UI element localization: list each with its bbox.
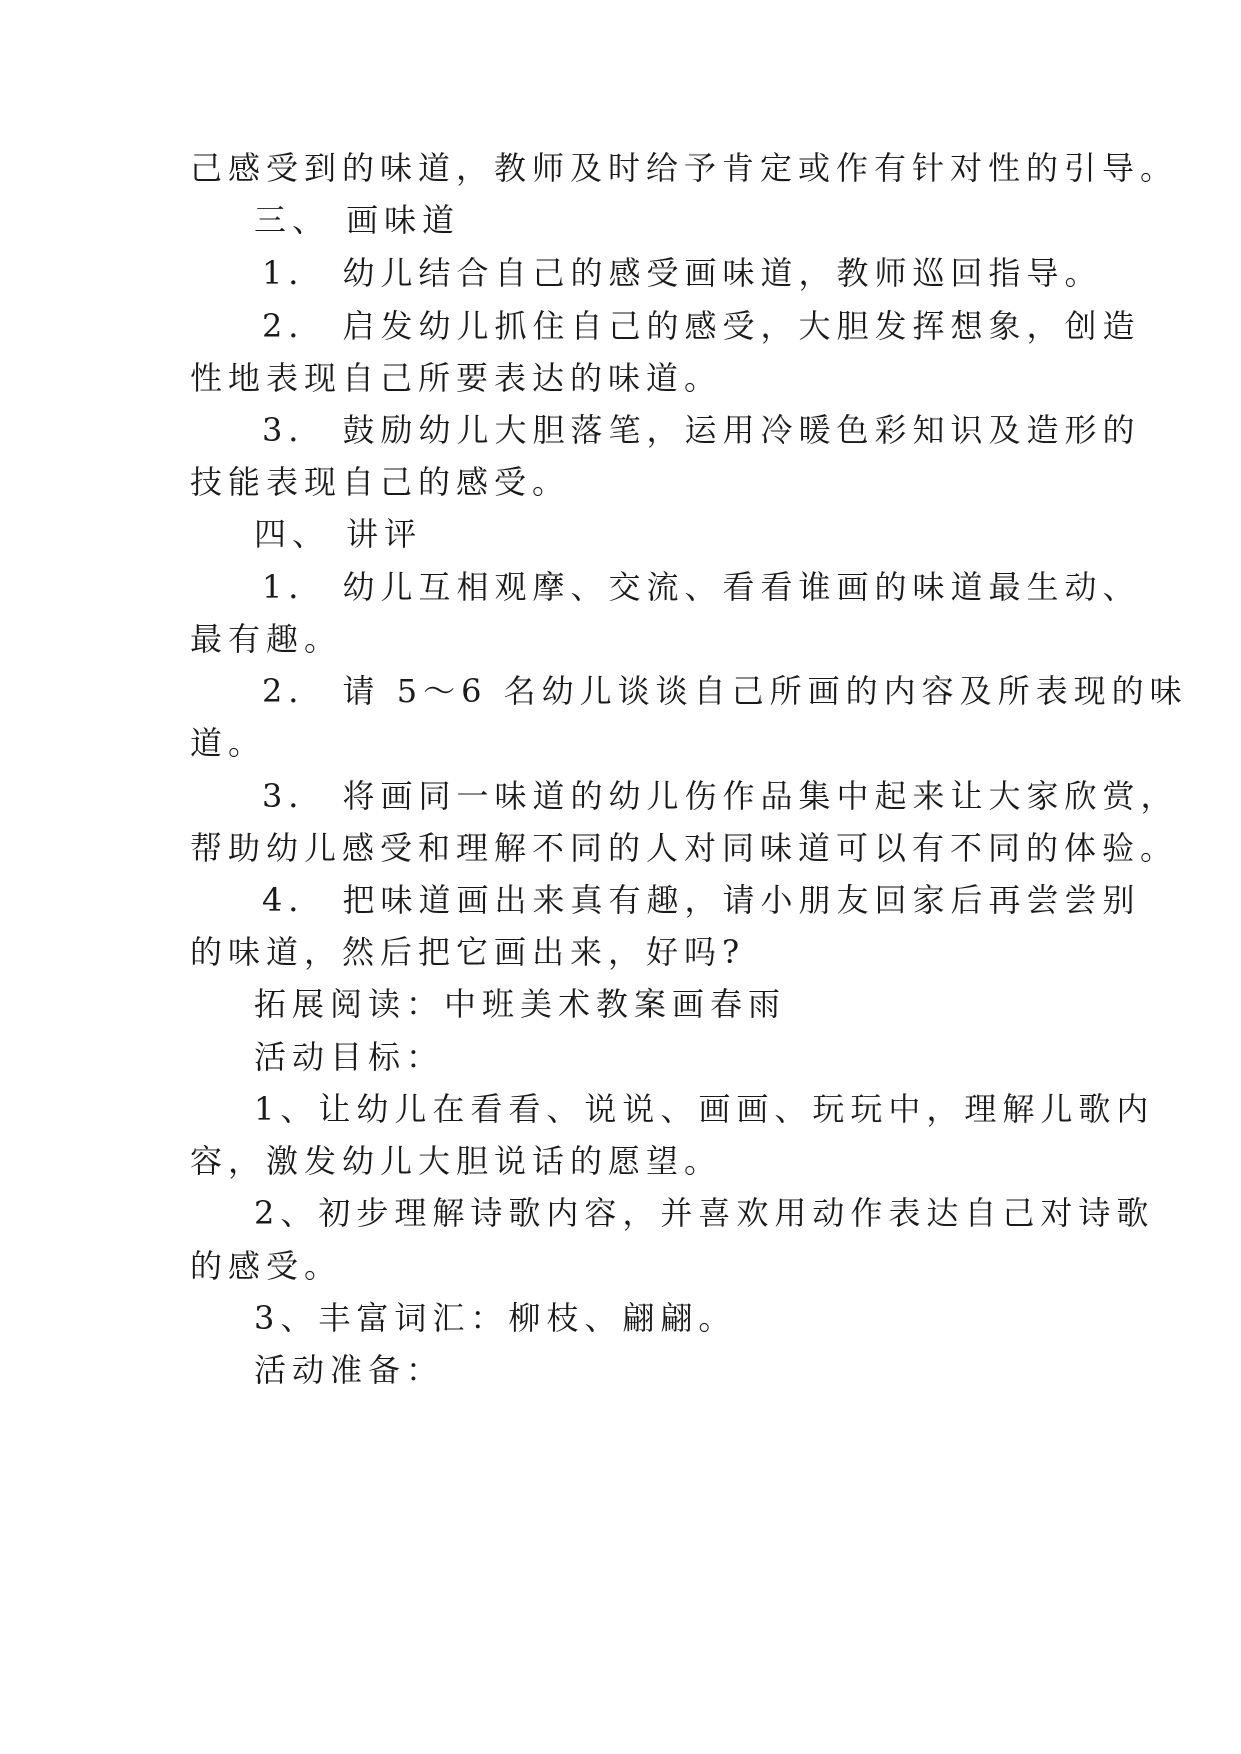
list-item: 3、丰富词汇：柳枝、翩翩。 bbox=[254, 1299, 737, 1337]
list-item: 4． 把味道画出来真有趣，请小朋友回家后再尝尝别 bbox=[262, 881, 1141, 919]
list-item: 2． 请 5～6 名幼儿谈谈自己所画的内容及所表现的味 bbox=[262, 672, 1188, 710]
text-line: 性地表现自己所要表达的味道。 bbox=[190, 359, 723, 397]
text-line: 帮助幼儿感受和理解不同的人对同味道可以有不同的体验。 bbox=[190, 829, 1179, 867]
text-line: 容，激发幼儿大胆说话的愿望。 bbox=[190, 1142, 723, 1180]
list-item: 3． 鼓励幼儿大胆落笔，运用冷暖色彩知识及造形的 bbox=[262, 411, 1141, 449]
list-item: 1． 幼儿互相观摩、交流、看看谁画的味道最生动、 bbox=[262, 568, 1141, 606]
list-item: 2． 启发幼儿抓住自己的感受，大胆发挥想象，创造 bbox=[262, 307, 1141, 345]
section-heading: 四、 讲评 bbox=[254, 515, 423, 553]
list-item: 2、初步理解诗歌内容，并喜欢用动作表达自己对诗歌 bbox=[254, 1194, 1155, 1232]
text-line: 的味道，然后把它画出来，好吗? bbox=[190, 933, 746, 971]
text-line: 的感受。 bbox=[190, 1247, 343, 1285]
text-line: 己感受到的味道，教师及时给予肯定或作有针对性的引导。 bbox=[190, 149, 1179, 187]
text-line: 最有趣。 bbox=[190, 620, 343, 658]
list-item: 1、让幼儿在看看、说说、画画、玩玩中，理解儿歌内 bbox=[254, 1090, 1155, 1128]
text-line: 技能表现自己的感受。 bbox=[190, 463, 571, 501]
text-line: 道。 bbox=[190, 724, 267, 762]
section-heading: 活动目标： bbox=[254, 1038, 445, 1076]
section-heading: 活动准备： bbox=[254, 1351, 445, 1389]
list-item: 3． 将画同一味道的幼儿伤作品集中起来让大家欣赏， bbox=[262, 777, 1179, 815]
list-item: 1． 幼儿结合自己的感受画味道，教师巡回指导。 bbox=[262, 254, 1103, 292]
section-heading: 三、 画味道 bbox=[254, 201, 461, 239]
section-heading: 拓展阅读：中班美术教案画春雨 bbox=[254, 985, 787, 1023]
